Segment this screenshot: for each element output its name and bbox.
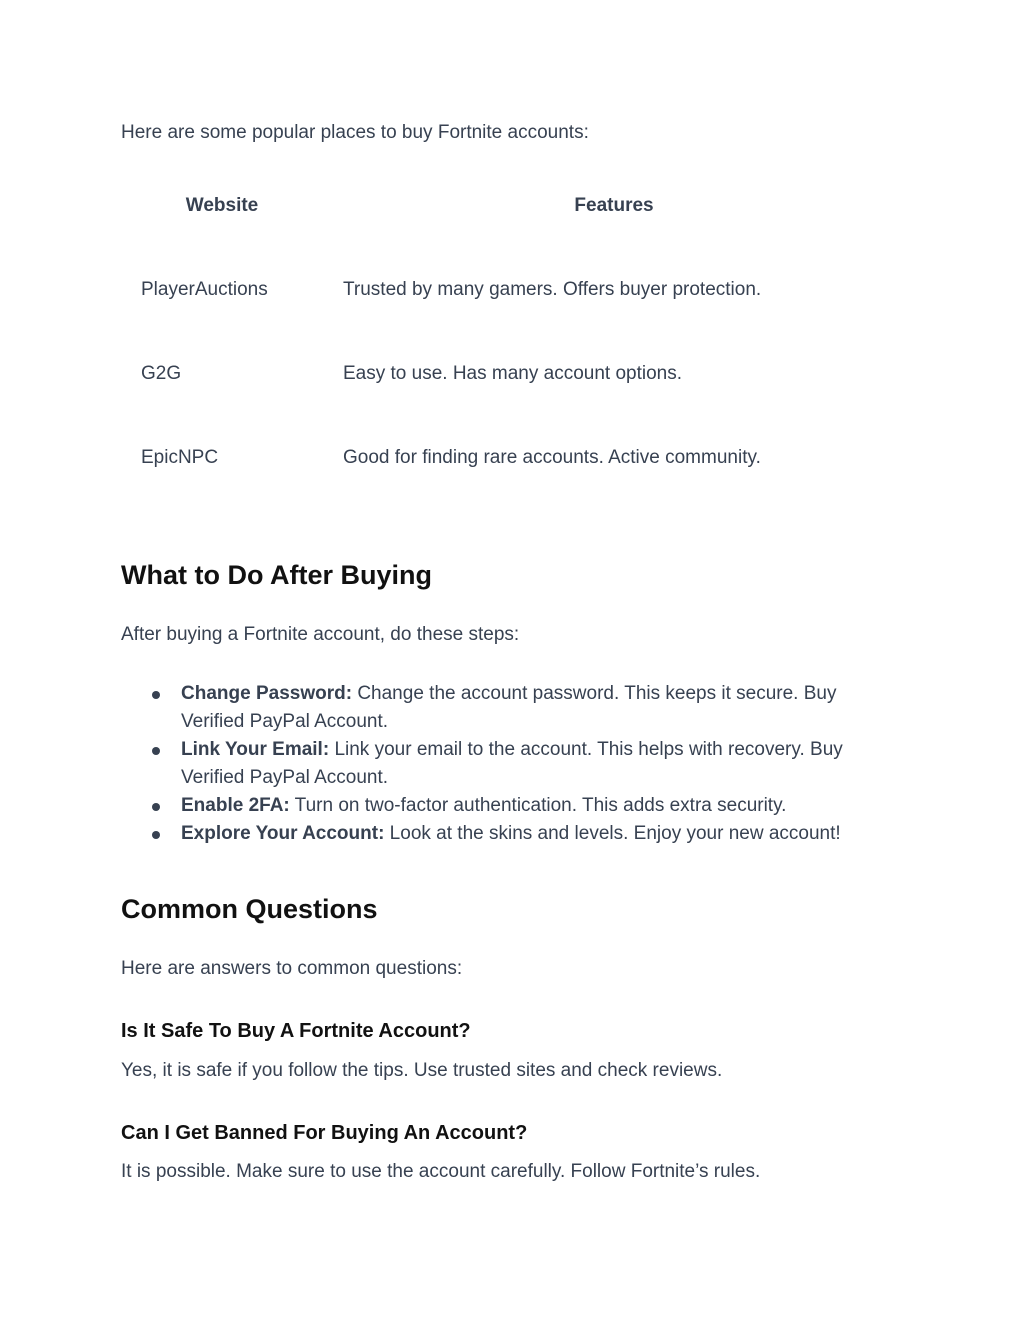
table-cell-features: Easy to use. Has many account options.: [343, 363, 683, 384]
section-heading-after-buying: What to Do After Buying: [121, 560, 432, 590]
step-lead: Change Password:: [181, 683, 353, 704]
bullet-icon: [152, 747, 160, 755]
list-item: [121, 820, 881, 848]
step-text: Look at the skins and levels. Enjoy your new account!: [384, 823, 841, 844]
step-lead: Enable 2FA:: [181, 795, 290, 816]
common-questions-intro: Here are answers to common questions:: [121, 958, 463, 979]
steps-list: [121, 680, 881, 848]
list-item: [121, 736, 881, 792]
table-cell-website: PlayerAuctions: [141, 279, 268, 300]
bullet-icon: [152, 803, 160, 811]
after-buying-intro: After buying a Fortnite account, do these steps:: [121, 624, 520, 645]
table-cell-features: Trusted by many gamers. Offers buyer protection.: [343, 279, 762, 300]
bullet-icon: [152, 691, 160, 699]
table-header-row: [121, 164, 905, 248]
list-item: [121, 680, 881, 736]
table-cell-website: EpicNPC: [141, 447, 219, 468]
table-row: [121, 248, 905, 332]
section-heading-common-questions: Common Questions: [121, 894, 378, 924]
table-cell-website: G2G: [141, 363, 182, 384]
table-row: [121, 416, 905, 500]
intro-paragraph: Here are some popular places to buy Fortnite accounts:: [121, 122, 589, 143]
column-header-features: Features: [574, 195, 654, 216]
list-item: [121, 792, 881, 820]
step-text: Link your email to the account. This helps with recovery. Buy Verified PayPal Account.: [181, 739, 843, 788]
faq-answer: It is possible. Make sure to use the account carefully. Follow Fortnite’s rules.: [121, 1161, 761, 1182]
bullet-icon: [152, 831, 160, 839]
step-text: Change the account password. This keeps it secure. Buy Verified PayPal Account.: [181, 683, 837, 732]
table-row: [121, 332, 905, 416]
step-lead: Explore Your Account:: [181, 823, 385, 844]
faq-question: Can I Get Banned For Buying An Account?: [121, 1122, 528, 1144]
column-header-website: Website: [185, 195, 259, 216]
faq-answer: Yes, it is safe if you follow the tips. Use trusted sites and check reviews.: [121, 1060, 723, 1081]
step-lead: Link Your Email:: [181, 739, 330, 760]
faq-question: Is It Safe To Buy A Fortnite Account?: [121, 1020, 471, 1042]
step-text: Turn on two-factor authentication. This adds extra security.: [289, 795, 787, 816]
sites-table: [121, 164, 905, 500]
table-cell-features: Good for finding rare accounts. Active community.: [343, 447, 761, 468]
